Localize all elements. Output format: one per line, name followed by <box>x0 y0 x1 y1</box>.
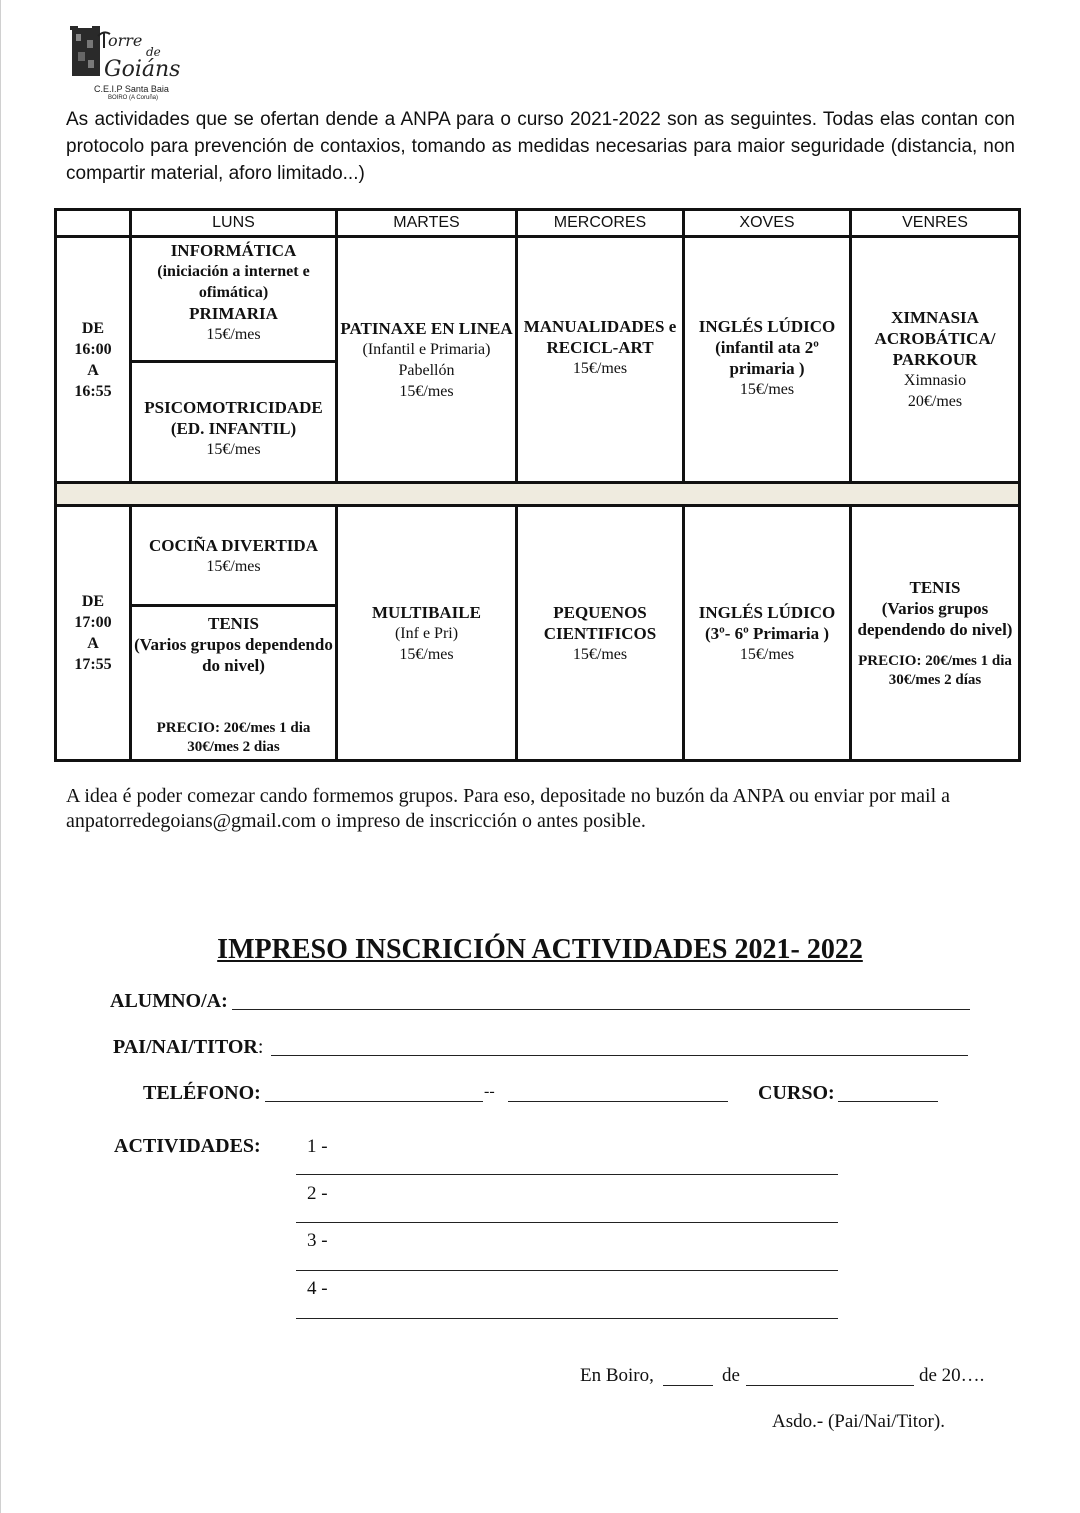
alumno-field[interactable] <box>232 1009 970 1010</box>
luns-slot1 <box>131 237 337 483</box>
activity-field-3[interactable] <box>296 1270 838 1271</box>
activity-field-2[interactable] <box>296 1222 838 1223</box>
activity-manualidades: MANUALIDADES e RECICL-ART 15€/mes <box>517 237 684 483</box>
activity-pequenos-cientificos: PEQUENOS CIENTIFICOS 15€/mes <box>517 506 684 761</box>
day-header: VENRES <box>851 210 1020 237</box>
luns-slot2 <box>131 506 337 761</box>
activity-item-number: 2 - <box>307 1183 328 1204</box>
activity-ingles-ludico-2: INGLÉS LÚDICO (3º- 6º Primaria ) 15€/mes <box>684 506 851 761</box>
school-name: C.E.I.P Santa Baia <box>94 84 169 94</box>
telefono-separator: -- <box>484 1083 495 1100</box>
activity-item-number: 1 - <box>307 1136 328 1157</box>
svg-text:Goiáns: Goiáns <box>104 57 181 82</box>
form-title: IMPRESO INSCRICIÓN ACTIVIDADES 2021- 2022 <box>217 934 863 965</box>
schedule-header-row <box>56 210 1020 237</box>
pai-field[interactable] <box>271 1055 968 1056</box>
activity-ingles-ludico-1: INGLÉS LÚDICO (infantil ata 2º primaria ) 15€/mes <box>684 237 851 483</box>
telefono-field-1[interactable] <box>265 1101 483 1102</box>
activities-schedule-table <box>54 208 1021 762</box>
month-field[interactable] <box>746 1385 914 1386</box>
day-header: MARTES <box>337 210 517 237</box>
actividades-label: ACTIVIDADES: <box>114 1135 261 1157</box>
separator-band <box>56 483 1020 506</box>
activity-cocina: COCIÑA DIVERTIDA 15€/mes <box>132 507 335 607</box>
day-header: XOVES <box>684 210 851 237</box>
activity-field-4[interactable] <box>296 1318 838 1319</box>
corner-cell <box>56 210 131 237</box>
activity-informatica: INFORMÁTICA (iniciación a internet e ofimática) PRIMARIA 15€/mes <box>132 238 335 363</box>
activity-psicomotricidade: PSICOMOTRICIDADE (ED. INFANTIL) 15€/mes <box>144 397 323 458</box>
time-slot-2: DE 17:00 A 17:55 <box>56 506 131 761</box>
time-slot-1: DE 16:00 A 16:55 <box>56 237 131 483</box>
telefono-field-2[interactable] <box>508 1101 728 1102</box>
activity-item-number: 3 - <box>307 1230 328 1251</box>
year-label: de 20…. <box>919 1365 985 1386</box>
intro-paragraph: As actividades que se ofertan dende a ANPA para o curso 2021-2022 son as seguintes. Todas elas contan con protocolo para prevención de contaxios, tomando as medidas necesarias para maior seguridade (distancia, non compartir material, aforo limitado...) <box>66 109 1015 184</box>
activity-field-1[interactable] <box>296 1174 838 1175</box>
slot1-row <box>56 237 1020 483</box>
curso-field[interactable] <box>838 1101 938 1102</box>
curso-label: CURSO: <box>758 1082 835 1104</box>
pai-label: PAI/NAI/TITOR: <box>113 1036 264 1058</box>
instructions-note: A idea é poder comezar cando formemos grupos. Para eso, depositade no buzón da ANPA ou enviar por mail a anpatorredegoians@gmail.com o impreso de inscricción o antes posible. <box>66 785 951 832</box>
school-town: BOIRO (A Coruña) <box>108 95 159 101</box>
page-edge <box>0 0 1 1513</box>
tower-logo-icon <box>68 26 208 84</box>
alumno-label: ALUMNO/A: <box>110 990 228 1012</box>
signature-label: Asdo.- (Pai/Nai/Titor). <box>772 1411 945 1432</box>
separator-row <box>56 483 1020 506</box>
activity-tenis-venres: TENIS (Varios grupos dependendo do nivel) PRECIO: 20€/mes 1 dia 30€/mes 2 días <box>851 506 1020 761</box>
activity-ximnasia: XIMNASIA ACROBÁTICA/ PARKOUR Ximnasio 20€/mes <box>851 237 1020 483</box>
day-header: LUNS <box>131 210 337 237</box>
activity-patinaxe: PATINAXE EN LINEA (Infantil e Primaria) Pabellón 15€/mes <box>337 237 517 483</box>
place-label: En Boiro, <box>580 1365 654 1386</box>
svg-text:de: de <box>146 45 161 59</box>
slot2-row <box>56 506 1020 761</box>
de-label: de <box>722 1365 740 1386</box>
activity-item-number: 4 - <box>307 1278 328 1299</box>
activity-tenis-luns: TENIS (Varios grupos dependendo do nivel) PRECIO: 20€/mes 1 dia 30€/mes 2 dias <box>134 614 333 755</box>
school-logo <box>68 26 208 104</box>
svg-text:orre: orre <box>108 31 143 50</box>
activity-multibaile: MULTIBAILE (Inf e Pri) 15€/mes <box>337 506 517 761</box>
telefono-label: TELÉFONO: <box>143 1082 261 1104</box>
day-field[interactable] <box>663 1385 713 1386</box>
day-header: MERCORES <box>517 210 684 237</box>
